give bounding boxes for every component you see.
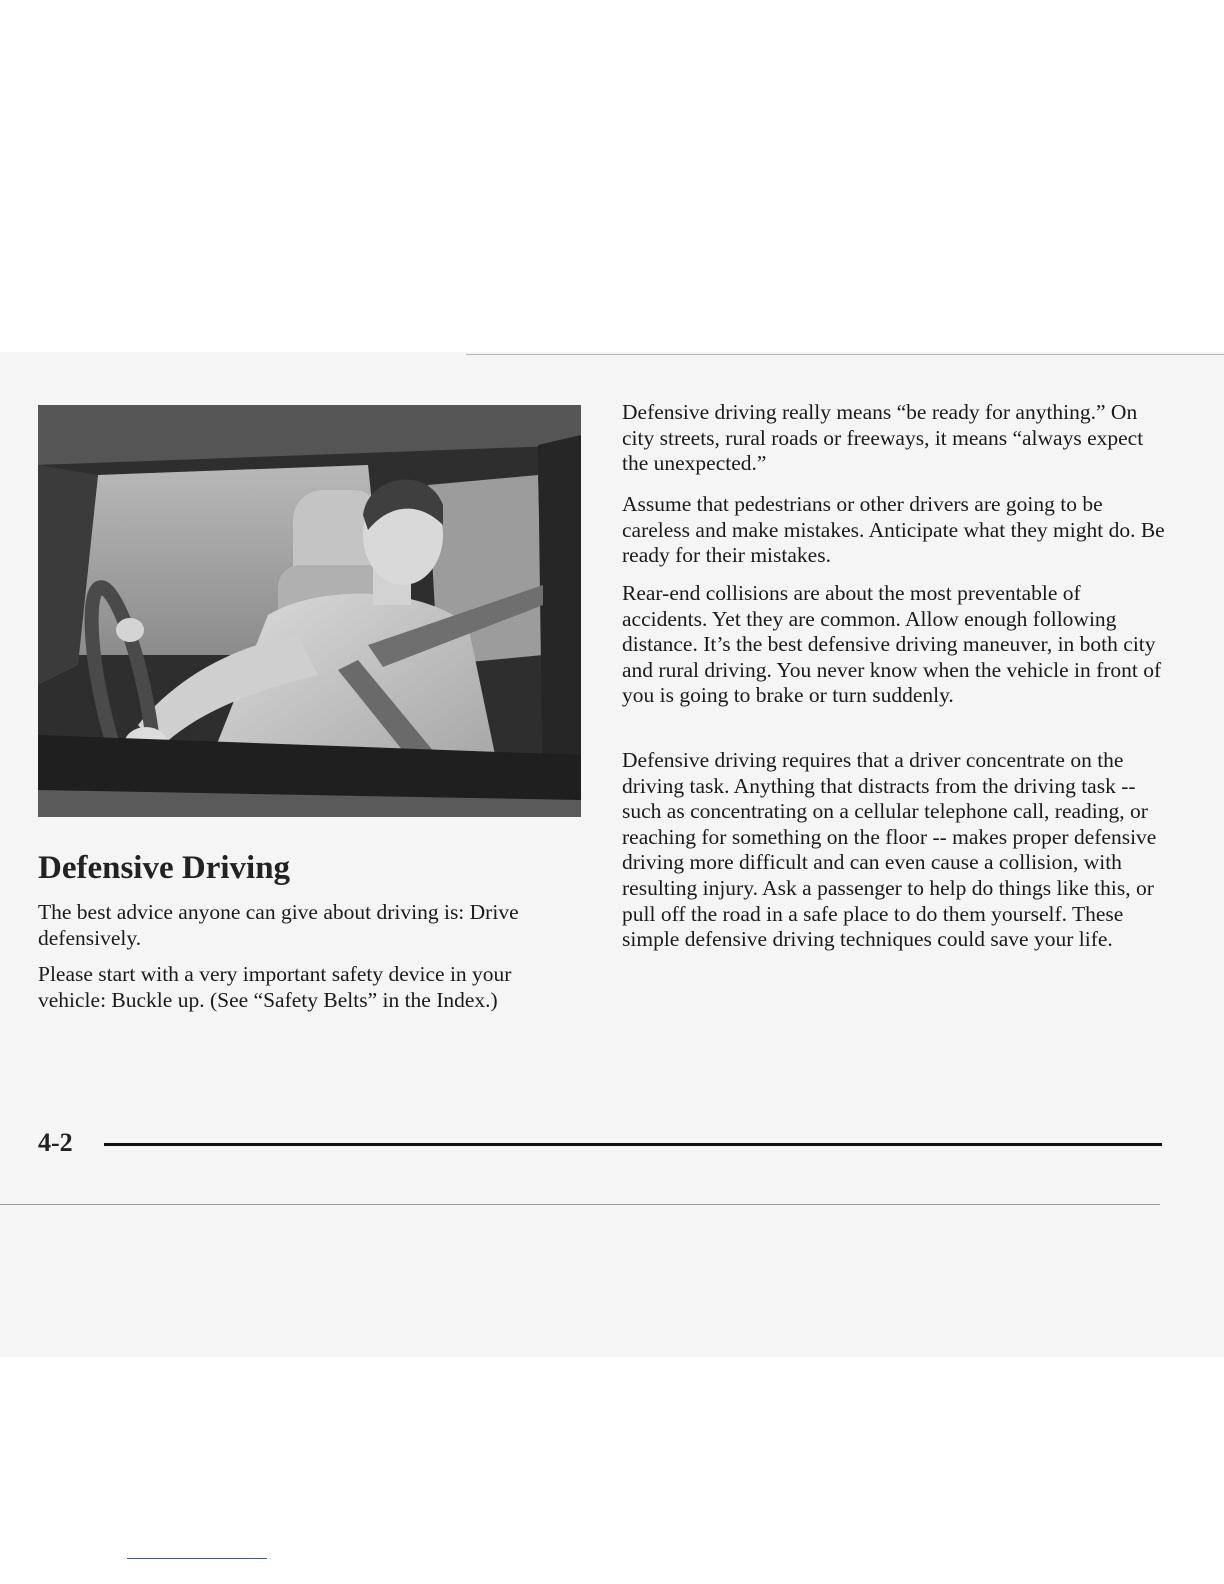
- paragraph-best-advice: The best advice anyone can give about driving is: Drive defensively.: [38, 900, 519, 950]
- page-number: 4-2: [38, 1128, 73, 1157]
- paragraph-concentrate: Defensive driving requires that a driver concentrate on the driving task. Anything that distracts from the driving task -- such as concentrating on a cellular telephone call, reading, or reaching for something on the floor -- makes proper defensive driving more difficult and can even cause a collision, with resulting injury. Ask a passenger to help do things like this, or pull off the road in a safe place to do them yourself. These simple defensive driving techniques could save your life.: [622, 748, 1157, 952]
- bottom-scan-rule: [0, 1204, 1160, 1205]
- paragraph-rear-end-collisions: Rear-end collisions are about the most preventable of accidents. Yet they are common. Allow enough following distance. It’s the best defensive driving maneuver, in both city and rural driving. You never know when the vehicle in front of you is going to brake or turn suddenly.: [622, 581, 1162, 708]
- paragraph-be-ready: Defensive driving really means “be ready for anything.” On city streets, rural roads or freeways, it means “always expect the unexpected.”: [622, 400, 1144, 476]
- paragraph-buckle-up: Please start with a very important safety device in your vehicle: Buckle up. (See “Safety Belts” in the Index.): [38, 962, 512, 1012]
- section-heading: Defensive Driving: [38, 850, 291, 886]
- footer-rule: [104, 1143, 1162, 1146]
- driver-seatbelt-illustration: [38, 405, 581, 817]
- paragraph-assume-mistakes: Assume that pedestrians or other drivers are going to be careless and make mistakes. Anticipate what they might do. Be ready for their mistakes.: [622, 492, 1165, 568]
- page-edge-line: [127, 1558, 267, 1559]
- top-scan-rule: [466, 354, 1224, 355]
